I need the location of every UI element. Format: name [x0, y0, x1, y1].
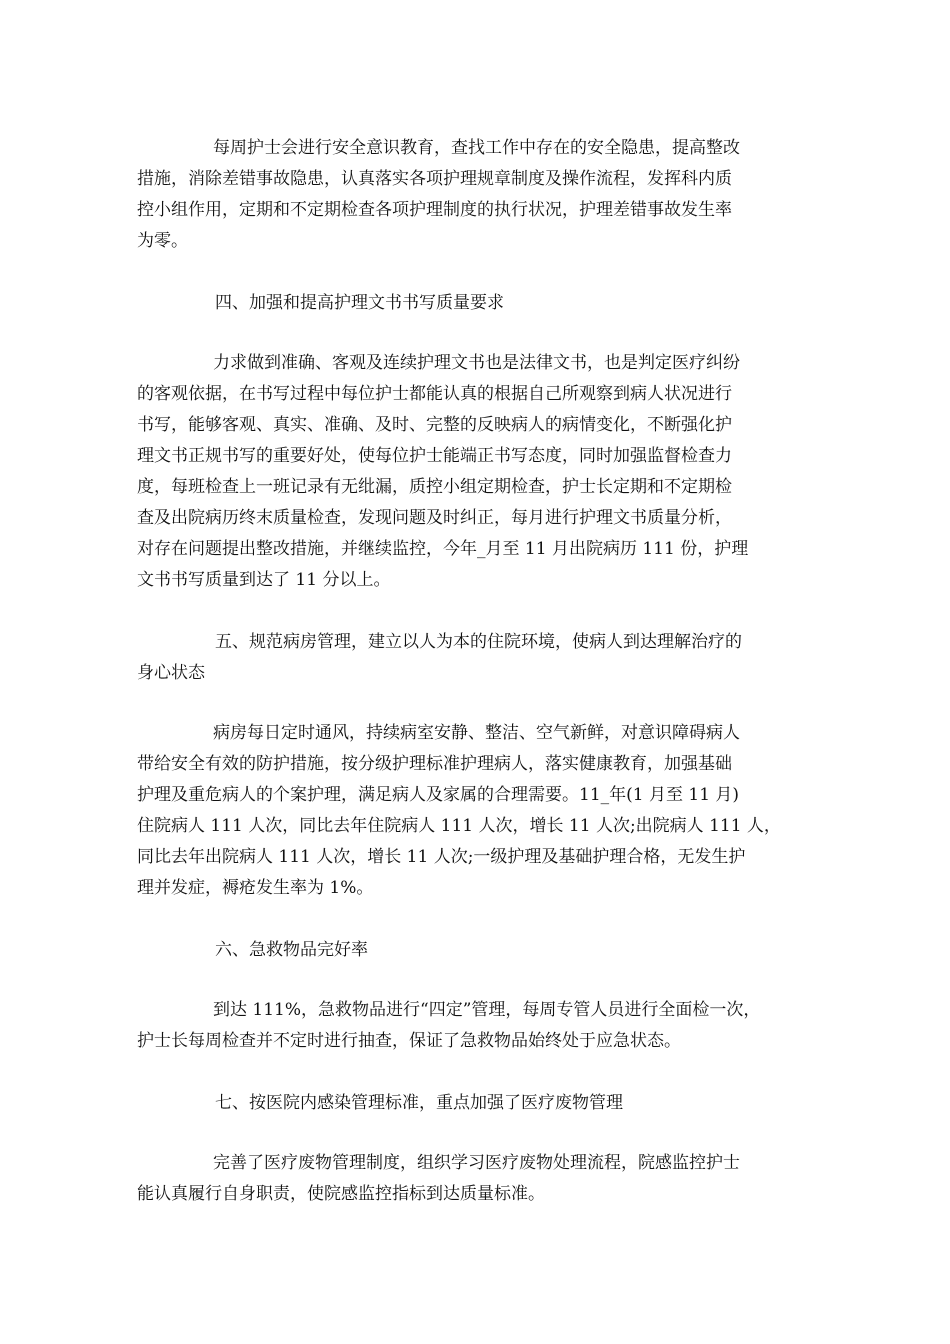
text-line: 带给安全有效的防护措施，按分级护理标准护理病人，落实健康教育，加强基础 [137, 754, 732, 774]
text-line: 能认真履行自身职责，使院感监控指标到达质量标准。 [137, 1184, 545, 1204]
paragraph-spacer [137, 1119, 817, 1148]
paragraph-safety-education [137, 133, 817, 257]
heading-line: 五、规范病房管理，建立以人为本的住院环境，使病人到达理解治疗的 [215, 632, 742, 652]
heading-line: 四、加强和提高护理文书书写质量要求 [215, 293, 504, 313]
text-line: 护理及重危病人的个案护理，满足病人及家属的合理需要。11_年(1 月至 11 月) [137, 785, 740, 805]
text-line: 措施，消除差错事故隐患，认真落实各项护理规章制度及操作流程，发挥科内质 [137, 169, 732, 189]
text-line: 理文书正规书写的重要好处，使每位护士能端正书写态度，同时加强监督检查力 [137, 446, 732, 466]
section-heading-7 [137, 1088, 817, 1119]
text-line: 度，每班检查上一班记录有无纰漏，质控小组定期检查，护士长定期和不定期检 [137, 477, 732, 497]
text-line: 到达 111%，急救物品进行“四定”管理，每周专管人员进行全面检一次， [213, 1000, 761, 1020]
paragraph-spacer [137, 689, 817, 718]
text-line: 书写，能够客观、真实、准确、及时、完整的反映病人的病情变化，不断强化护 [137, 415, 732, 435]
text-line: 同比去年出院病人 111 人次，增长 11 人次;一级护理及基础护理合格，无发生护 [137, 847, 746, 867]
paragraph-ward-management [137, 718, 817, 904]
paragraph-emergency-supplies [137, 995, 817, 1057]
text-line: 住院病人 111 人次，同比去年住院病人 111 人次，增长 11 人次;出院病人 111 人， [137, 816, 781, 836]
text-line: 为零。 [137, 231, 188, 251]
paragraph-medical-waste [137, 1148, 817, 1210]
text-line: 病房每日定时通风，持续病室安静、整洁、空气新鲜，对意识障碍病人 [213, 723, 740, 743]
heading-line: 六、急救物品完好率 [215, 940, 368, 960]
section-heading-5 [137, 627, 817, 689]
text-line: 的客观依据，在书写过程中每位护士都能认真的根据自己所观察到病人状况进行 [137, 384, 732, 404]
text-line: 完善了医疗废物管理制度，组织学习医疗废物处理流程，院感监控护士 [213, 1153, 740, 1173]
text-line: 文书书写质量到达了 11 分以上。 [137, 570, 391, 590]
paragraph-spacer [137, 966, 817, 995]
text-line: 查及出院病历终末质量检查，发现问题及时纠正，每月进行护理文书质量分析， [137, 508, 732, 528]
text-line: 每周护士会进行安全意识教育，查找工作中存在的安全隐患，提高整改 [213, 138, 740, 158]
section-heading-6 [137, 935, 817, 966]
text-line: 对存在问题提出整改措施，并继续监控，今年_月至 11 月出院病历 111 份，护理 [137, 539, 749, 559]
paragraph-spacer [137, 596, 817, 627]
text-line: 力求做到准确、客观及连续护理文书也是法律文书，也是判定医疗纠纷 [213, 353, 740, 373]
heading-line: 身心状态 [137, 663, 205, 683]
section-heading-4 [137, 288, 817, 319]
paragraph-spacer [137, 257, 817, 288]
paragraph-spacer [137, 904, 817, 935]
text-line: 控小组作用，定期和不定期检查各项护理制度的执行状况，护理差错事故发生率 [137, 200, 732, 220]
text-line: 护士长每周检查并不定时进行抽查，保证了急救物品始终处于应急状态。 [137, 1031, 681, 1051]
paragraph-nursing-documents [137, 348, 817, 596]
document-body [137, 133, 817, 1210]
text-line: 理并发症，褥疮发生率为 1%。 [137, 878, 374, 898]
paragraph-spacer [137, 319, 817, 348]
paragraph-spacer [137, 1057, 817, 1088]
heading-line: 七、按医院内感染管理标准，重点加强了医疗废物管理 [215, 1093, 623, 1113]
